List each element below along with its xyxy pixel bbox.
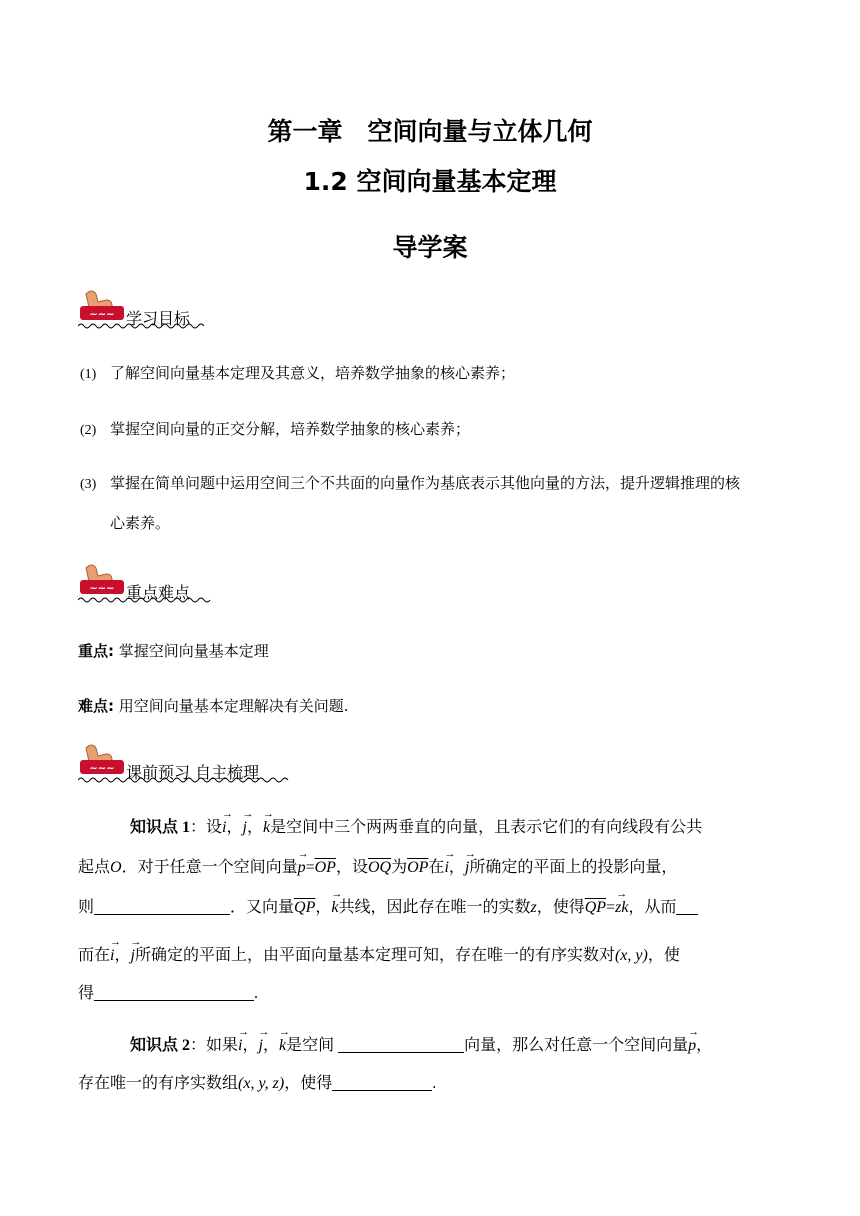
svg-text:~~~: ~~~ — [89, 763, 115, 774]
wavy-underline — [78, 776, 292, 784]
fill-blank[interactable] — [338, 1036, 464, 1053]
wavy-underline — [78, 322, 208, 330]
wavy-underline — [78, 596, 212, 604]
doc-type-title: 导学案 — [392, 233, 468, 262]
chapter-title: 第一章 空间向量与立体几何 — [267, 117, 593, 146]
k1-line-5: 得 . — [78, 985, 259, 1002]
k1-line-4: 而在→ i，→ j所确定的平面上，由平面向量基本定理可知，存在唯一的有序实数对(x, y)，使 — [78, 946, 784, 967]
objective-item-2: (2) 掌握空间向量的正交分解，培养数学抽象的核心素养； — [80, 420, 471, 438]
section-title: 1.2 空间向量基本定理 — [303, 167, 557, 196]
k2-line-2: 存在唯一的有序实数组(x, y, z)，使得 . — [78, 1075, 437, 1092]
section-header-preview — [78, 742, 338, 788]
objective-item-3: (3) 掌握在简单问题中运用空间三个不共面的向量作为基底表示其他向量的方法，提升逻辑推理的核 — [80, 474, 741, 492]
objective-item-3-cont: 心素养。 — [110, 514, 171, 532]
key-points-heading: 重点难点 — [126, 583, 191, 602]
fill-blank[interactable] — [332, 1074, 432, 1091]
section-header-key-points — [78, 562, 338, 608]
fill-blank[interactable] — [94, 898, 230, 915]
k1-line-3: 则 ．又向量$\overline{QP}$，→ k共线，因此存在唯一的实数z，使得$\overline{QP}=\to$ zk，从而 — [78, 898, 784, 919]
preview-heading: 课前预习 自主梳理 — [126, 763, 260, 782]
objective-item-1: (1) 了解空间向量基本定理及其意义，培养数学抽象的核心素养； — [80, 364, 516, 382]
difficulty-line: 难点: 用空间向量基本定理解决有关问题. — [78, 697, 349, 715]
k1-line-1: 知识点 1：设→ i，→ j，→ k是空间中三个两两垂直的向量，且表示它们的有向线段有公共 — [130, 818, 836, 839]
svg-text:~~~: ~~~ — [89, 583, 115, 594]
svg-text:~~~: ~~~ — [89, 309, 115, 320]
key-point-line: 重点: 掌握空间向量基本定理 — [78, 642, 269, 660]
k1-line-2: 起点O．对于任意一个空间向量→ $p=\overline{OP}$，设$\overline{OQ}$为$\overline{OP}$在→ i，→ j所确定的平面上的投影向量， — [78, 858, 784, 879]
objectives-heading: 学习目标 — [126, 309, 191, 328]
section-header-objectives — [78, 288, 338, 334]
k2-line-1: 知识点 2：如果→ i，→ j，→ k是空间 向量，那么对任意一个空间向量→ p， — [130, 1036, 836, 1057]
fill-blank[interactable] — [94, 984, 254, 1001]
fill-blank[interactable] — [676, 898, 698, 915]
